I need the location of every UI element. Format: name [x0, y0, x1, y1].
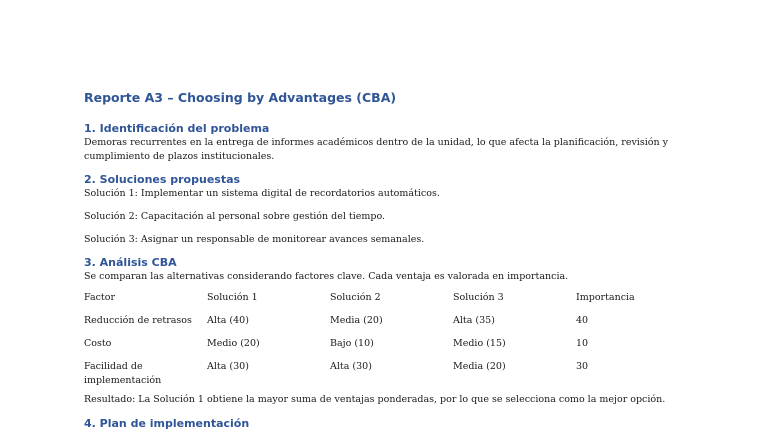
- problem-text: Demoras recurrentes en la entrega de informes académicos dentro de la unidad, lo que afecta la planificación, revisión y cumplimiento de plazos institucionales.: [84, 137, 668, 162]
- section-heading-solutions: 2. Soluciones propuestas: [84, 173, 241, 186]
- section-heading-plan: 4. Plan de implementación: [84, 417, 250, 430]
- table-cell: Reducción de retrasos: [84, 315, 192, 326]
- table-cell: Medio (15): [453, 338, 506, 349]
- table-row: [84, 337, 676, 360]
- table-cell: Bajo (10): [330, 338, 374, 349]
- table-cell: Alta (30): [330, 361, 372, 372]
- table-header-cell: Importancia: [576, 292, 635, 303]
- solution-item-3: Solución 3: Asignar un responsable de monitorear avances semanales.: [84, 234, 425, 245]
- document-page: [84, 90, 694, 431]
- table-cell: Costo: [84, 338, 112, 349]
- table-header-row: [84, 291, 676, 314]
- table-row: [84, 360, 676, 393]
- section-heading-analysis: 3. Análisis CBA: [84, 256, 177, 269]
- table-cell: Media (20): [330, 315, 383, 326]
- table-header-cell: Solución 3: [453, 292, 504, 303]
- solution-item-2: Solución 2: Capacitación al personal sobre gestión del tiempo.: [84, 211, 386, 222]
- cba-table: [84, 291, 676, 393]
- table-cell: Facilidad de implementación: [84, 361, 162, 386]
- solution-item-1: Solución 1: Implementar un sistema digital de recordatorios automáticos.: [84, 188, 440, 199]
- table-cell: Alta (30): [207, 361, 249, 372]
- table-header-cell: Factor: [84, 292, 116, 303]
- table-cell: 40: [576, 315, 589, 326]
- table-cell: Alta (35): [453, 315, 495, 326]
- document-title: Reporte A3 – Choosing by Advantages (CBA): [84, 90, 397, 105]
- table-cell: Alta (40): [207, 315, 249, 326]
- table-header-cell: Solución 1: [207, 292, 258, 303]
- table-cell: Media (20): [453, 361, 506, 372]
- table-header-cell: Solución 2: [330, 292, 381, 303]
- analysis-intro: Se comparan las alternativas considerando factores clave. Cada ventaja es valorada en importancia.: [84, 271, 569, 282]
- table-cell: 30: [576, 361, 589, 372]
- section-heading-problem: 1. Identificación del problema: [84, 122, 270, 135]
- table-row: [84, 314, 676, 337]
- table-cell: 10: [576, 338, 589, 349]
- table-cell: Medio (20): [207, 338, 260, 349]
- analysis-result: Resultado: La Solución 1 obtiene la mayor suma de ventajas ponderadas, por lo que se selecciona como la mejor opción.: [84, 394, 666, 405]
